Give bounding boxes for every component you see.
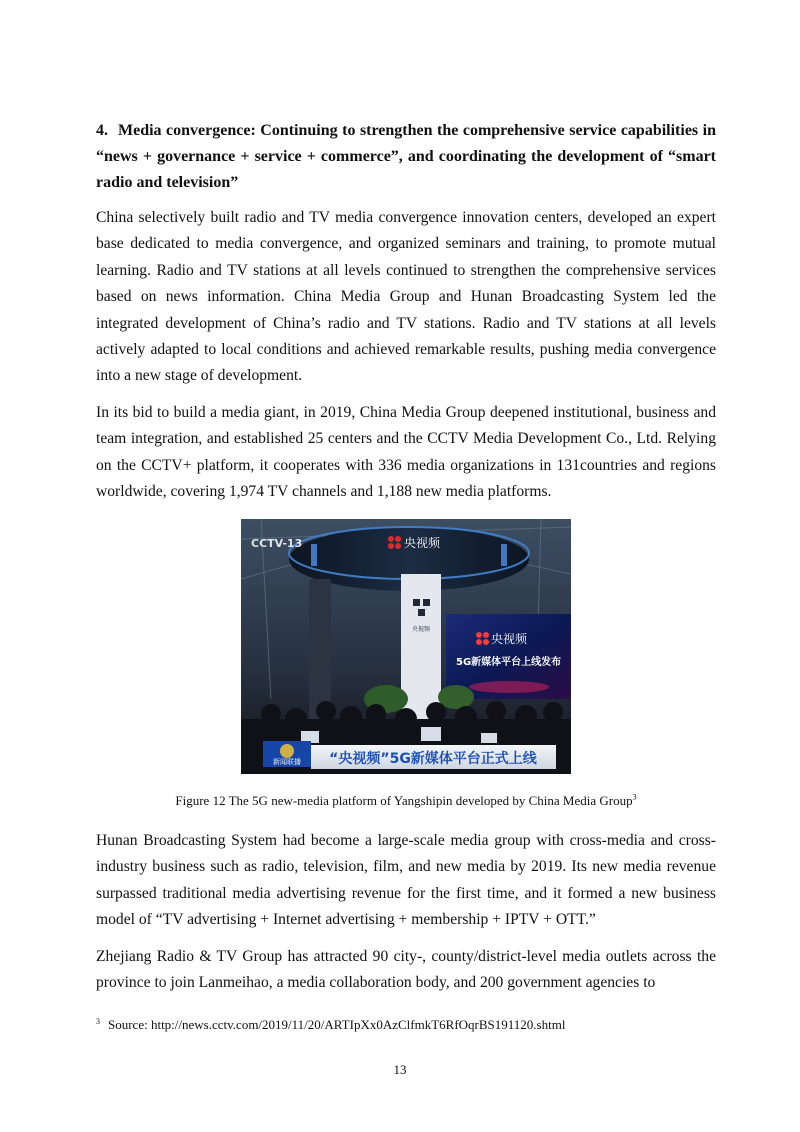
- figure-photo: [241, 519, 571, 774]
- banner-text: “央视频”5G新媒体平台正式上线: [329, 751, 537, 767]
- footnote: [96, 1016, 716, 1034]
- svg-text:央视频: 央视频: [412, 626, 431, 633]
- footnote-mark: 3: [96, 1016, 100, 1026]
- ring-brand-text: 央视频: [404, 536, 441, 550]
- screen-title-text: 5G新媒体平台上线发布: [456, 657, 562, 668]
- section-title: Media convergence: Continuing to strengthen the comprehensive service capabilities in “news + governance + service + commerce”, and coordinating the development of “smart radio and television”: [96, 122, 716, 191]
- caption-text: Figure 12 The 5G new-media platform of Yangshipin developed by China Media Group: [175, 793, 633, 808]
- section-number: 4.: [96, 122, 108, 139]
- section-heading: [96, 118, 716, 196]
- news-badge-text: 新闻联播: [273, 758, 301, 766]
- screen-brand-text: 央视频: [491, 632, 528, 646]
- newsroom-photo: [241, 519, 571, 774]
- figure-caption: [96, 792, 716, 810]
- paragraph-3: Hunan Broadcasting System had become a large-scale media group with cross-media and cross-industry business such as radio, television, film, and new media by 2019. Its new media revenue surpassed traditional media advertising revenue for the first time, and it formed a new business model of “TV advertising + Internet advertising + membership + IPTV + OTT.”: [96, 832, 716, 929]
- paragraph-1: China selectively built radio and TV media convergence innovation centers, developed an expert base dedicated to media convergence, and organized seminars and training, to promote mutual learning. Radio and TV stations at all levels continued to strengthen the comprehensive services based on news information. China Media Group and Hunan Broadcasting System led the integrated development of China’s radio and TV stations. Radio and TV stations at all levels actively adapted to local conditions and achieved remarkable results, pushing media convergence into a new stage of development.: [96, 209, 716, 385]
- footnote-text: Source: http://news.cctv.com/2019/11/20/ARTIpXx0AzClfmkT6RfOqrBS191120.shtml: [108, 1017, 566, 1032]
- paragraph-2: In its bid to build a media giant, in 2019, China Media Group deepened institutional, business and team integration, and established 25 centers and the CCTV Media Development Co., Ltd. Relying on the CCTV+ platform, it cooperates with 336 media organizations in 131countries and regions worldwide, covering 1,974 TV channels and 1,188 new media platforms.: [96, 404, 716, 501]
- page-number: 13: [393, 1062, 407, 1077]
- globe-icon: [280, 744, 294, 758]
- paragraph-4: Zhejiang Radio & TV Group has attracted 90 city-, county/district-level media outlets across the province to join Lanmeihao, a media collaboration body, and 200 government agencies to: [96, 948, 716, 992]
- footnote-ref: 3: [632, 792, 637, 802]
- channel-logo-text: CCTV-13: [251, 537, 303, 550]
